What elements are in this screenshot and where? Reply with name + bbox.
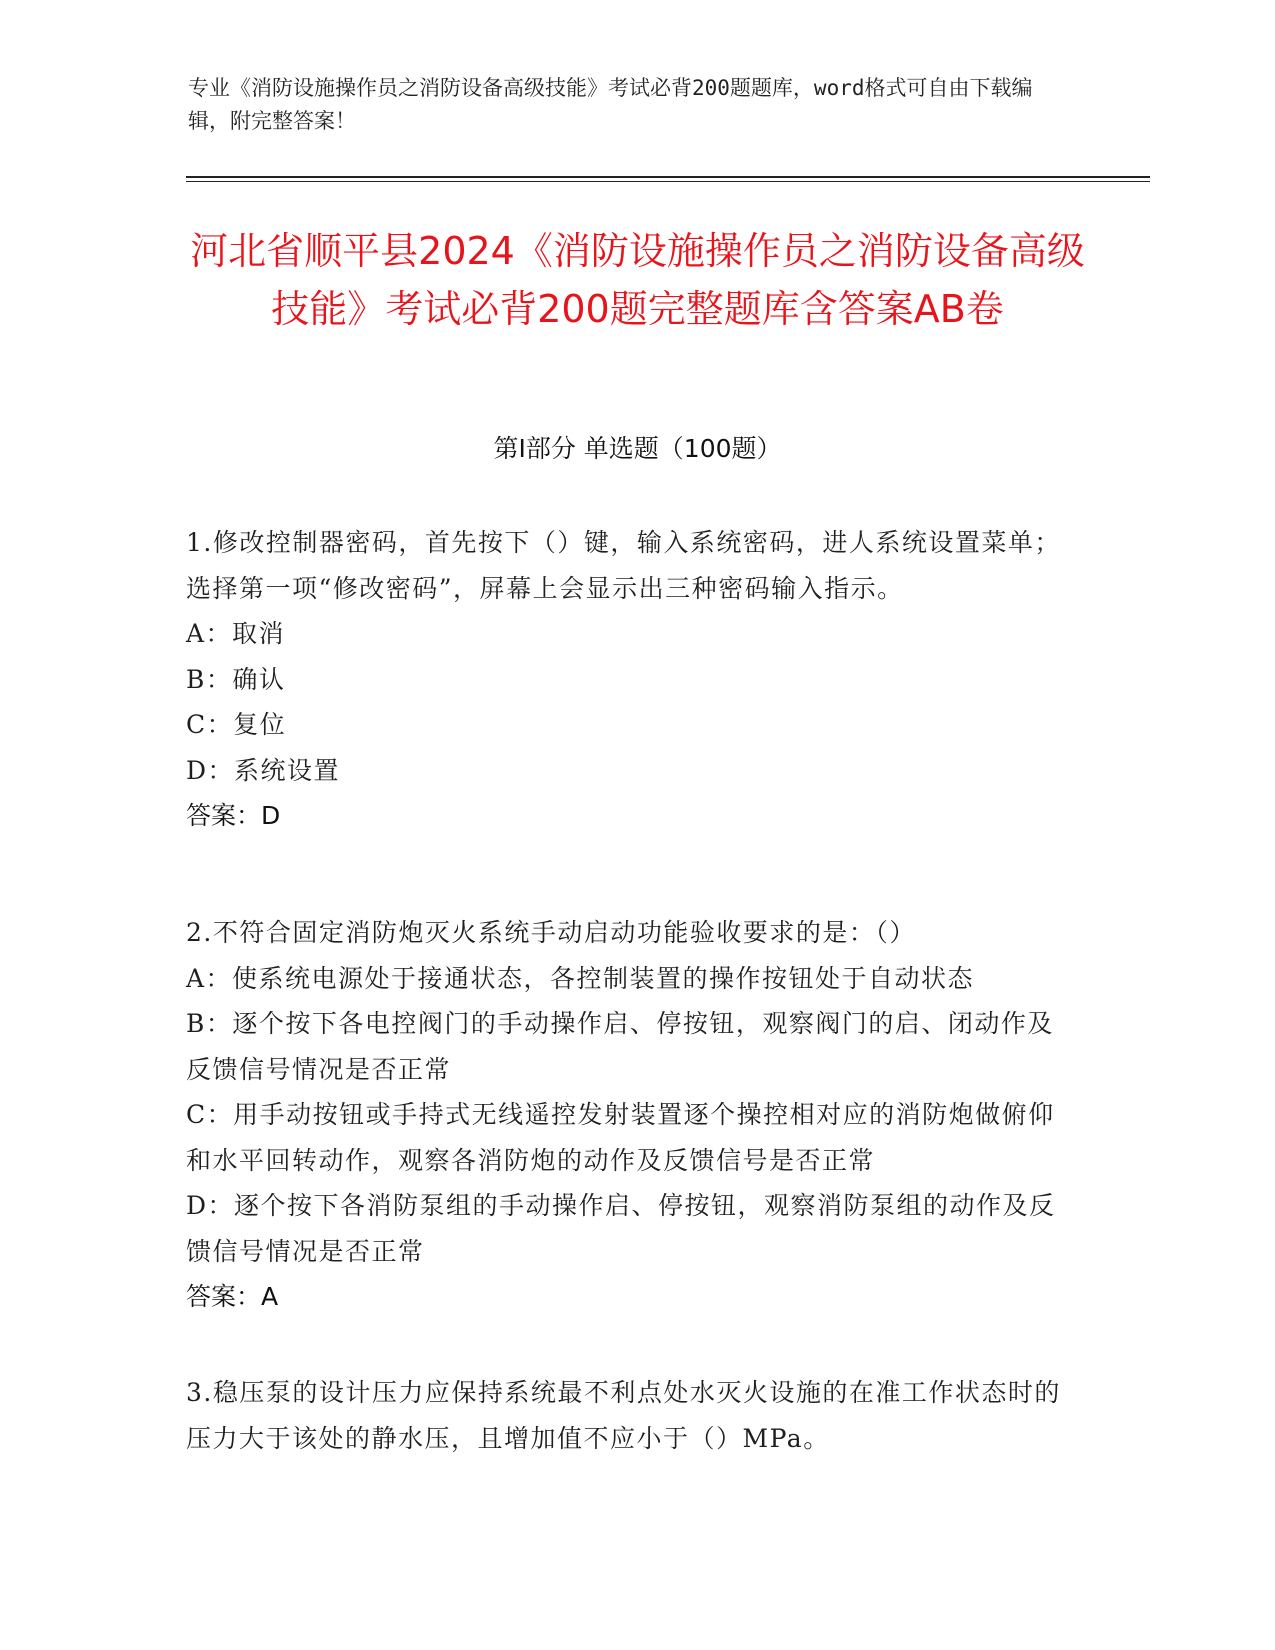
option-c: C：复位 xyxy=(186,710,287,739)
option-d: D：系统设置 xyxy=(186,755,341,785)
header-divider-thin xyxy=(186,181,1150,182)
question-block xyxy=(186,910,1066,1320)
header-divider xyxy=(186,176,1150,178)
question-stem: 1.修改控制器密码，首先按下（）键，输入系统密码，进人系统设置菜单；选择第一项“修改密码”，屏幕上会显示出三种密码输入指示。 xyxy=(186,528,1061,603)
answer-line: 答案：A xyxy=(186,1282,279,1311)
option-c: C：用手动按钮或手持式无线遥控发射装置逐个操控相对应的消防炮做俯仰和水平回转动作，观察各消防炮的动作及反馈信号是否正常 xyxy=(186,1100,1055,1175)
header-note: 专业《消防设施操作员之消防设备高级技能》考试必背200题题库，word格式可自由下载编辑，附完整答案！ xyxy=(188,76,1033,133)
option-b: B：逐个按下各电控阀门的手动操作启、停按钮，观察阀门的启、闭动作及反馈信号情况是否正常 xyxy=(186,1009,1054,1084)
option-a: A：取消 xyxy=(186,619,286,648)
option-b: B：确认 xyxy=(186,664,286,694)
option-d: D：逐个按下各消防泵组的手动操作启、停按钮，观察消防泵组的动作及反馈信号情况是否正常 xyxy=(186,1191,1056,1266)
answer-line: 答案：D xyxy=(186,801,281,830)
question-block xyxy=(186,1370,1066,1461)
section-heading: 第I部分 单选题（100题） xyxy=(493,434,782,463)
question-stem: 3.稳压泵的设计压力应保持系统最不利点处水灭火设施的在准工作状态时的压力大于该处的静水压，且增加值不应小于（）MPa。 xyxy=(186,1378,1061,1453)
question-stem: 2.不符合固定消防炮灭火系统手动启动功能验收要求的是：（） xyxy=(186,918,916,947)
option-a: A：使系统电源处于接通状态，各控制装置的操作按钮处于自动状态 xyxy=(186,963,975,993)
question-block xyxy=(186,520,1066,839)
document-title: 河北省顺平县2024《消防设施操作员之消防设备高级技能》考试必背200题完整题库含答案AB卷 xyxy=(190,229,1085,331)
